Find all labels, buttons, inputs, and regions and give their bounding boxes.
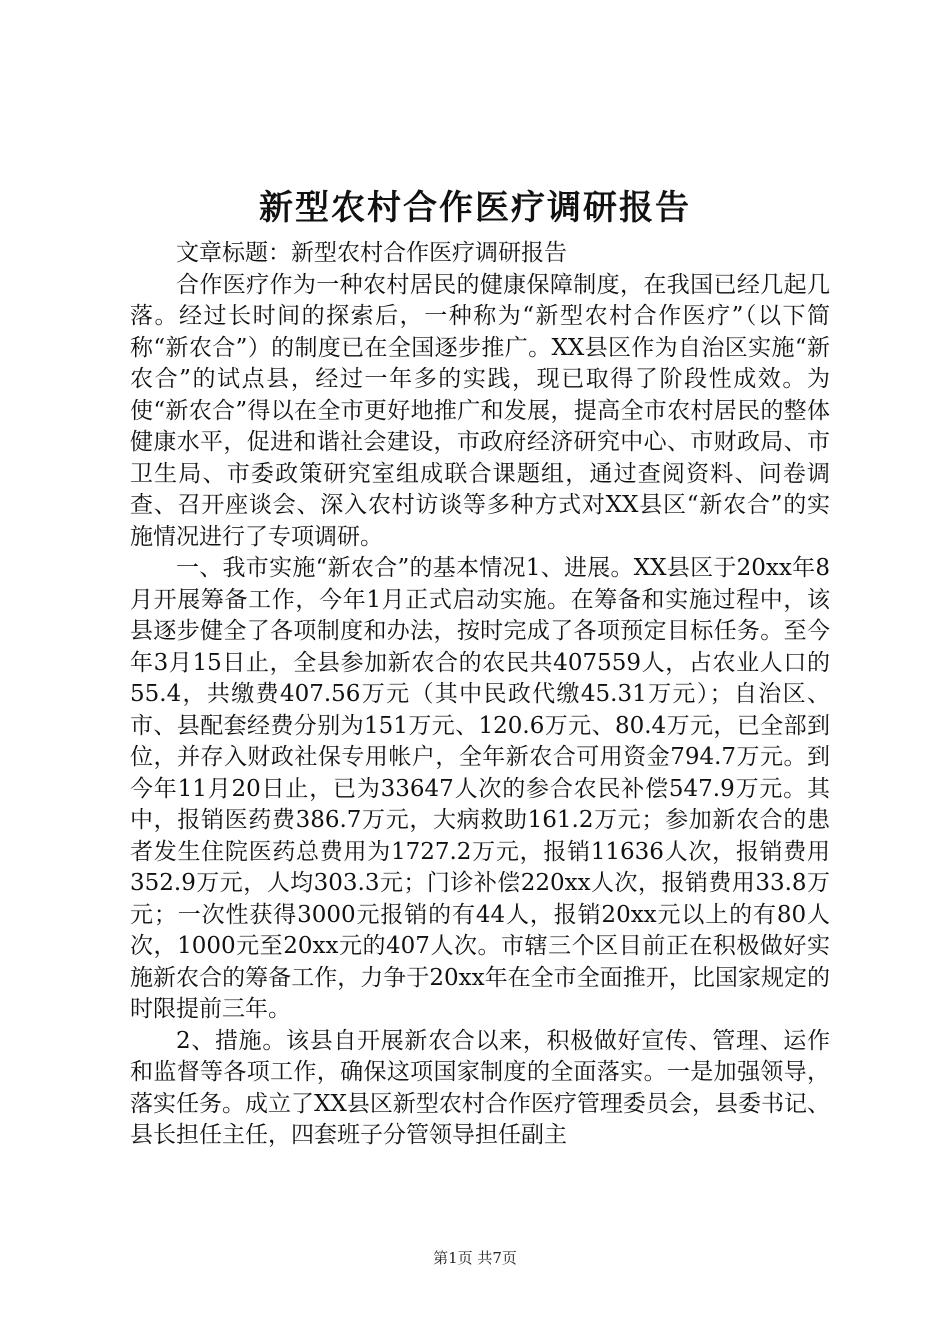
document-body xyxy=(130,238,830,1152)
page-number-footer: 第1页 共7页 xyxy=(433,1249,517,1267)
article-title-line: 文章标题：新型农村合作医疗调研报告 xyxy=(176,240,567,266)
paragraph-progress: 一、我市实施“新农合”的基本情况1、进展。XX县区于20xx年8月开展筹备工作，今年1月正式启动实施。在筹备和实施过程中，该县逐步健全了各项制度和办法，按时完成了各项预定目标任务。至今年3月15日止，全县参加新农合的农民共407559人，占农业人口的55.4，共缴费407.56万元（其中民政代缴45.31万元）；自治区、市、县配套经费分别为151万元、120.6万元、80.4万元，已全部到位，并存入财政社保专用帐户，全年新农合可用资金794.7万元。到今年11月20日止，已为33647人次的参合农民补偿547.9万元。其中，报销医药费386.7万元，大病救助161.2万元；参加新农合的患者发生住院医药总费用为1727.2万元，报销11636人次，报销费用352.9万元，人均303.3元；门诊补偿220xx人次，报销费用33.8万元；一次性获得3000元报销的有44人，报销20xx元以上的有80人次，1000元至20xx元的407人次。市辖三个区目前正在积极做好实施新农合的筹备工作，力争于20xx年在全市全面推开，比国家规定的时限提前三年。 xyxy=(130,555,830,1022)
paragraph-measures: 2、措施。该县自开展新农合以来，积极做好宣传、管理、运作和监督等各项工作，确保这项国家制度的全面落实。一是加强领导，落实任务。成立了XX县区新型农村合作医疗管理委员会，县委书记、县长担任主任，四套班子分管领导担任副主 xyxy=(130,1027,830,1148)
document-title: 新型农村合作医疗调研报告 xyxy=(259,188,691,228)
paragraph-intro: 合作医疗作为一种农村居民的健康保障制度，在我国已经几起几落。经过长时间的探索后，一种称为“新型农村合作医疗”（以下简称“新农合”）的制度已在全国逐步推广。XX县区作为自治区实施“新农合”的试点县，经过一年多的实践，现已取得了阶段性成效。为使“新农合”得以在全市更好地推广和发展，提高全市农村居民的整体健康水平，促进和谐社会建设，市政府经济研究中心、市财政局、市卫生局、市委政策研究室组成联合课题组，通过查阅资料、问卷调查、召开座谈会、深入农村访谈等多种方式对XX县区“新农合”的实施情况进行了专项调研。 xyxy=(130,271,830,550)
